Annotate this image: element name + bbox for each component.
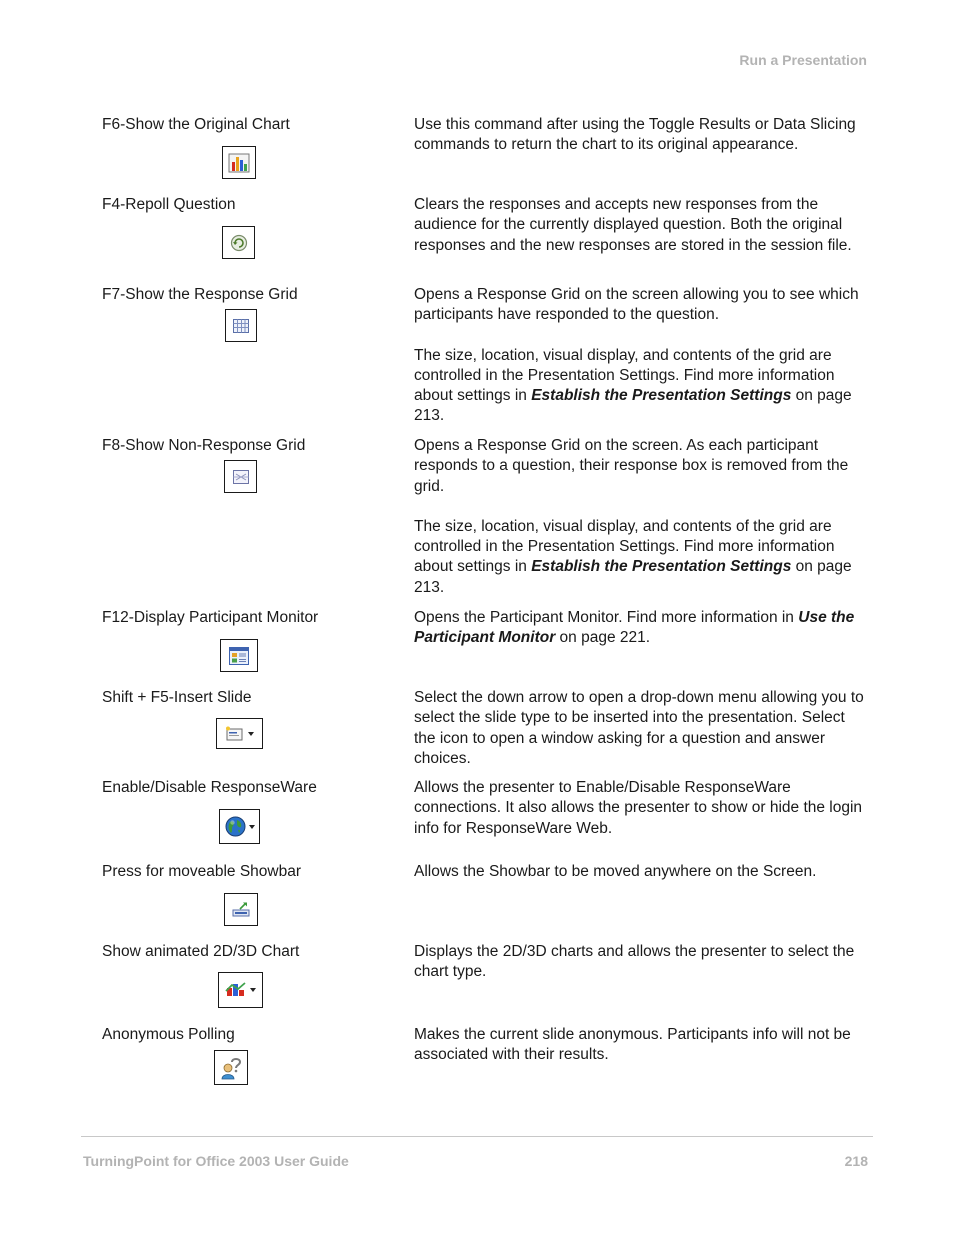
- response-grid-icon: [233, 319, 249, 333]
- chevron-down-icon[interactable]: [250, 988, 256, 992]
- description-original-chart: [414, 115, 866, 156]
- insert-slide-icon: [225, 726, 245, 742]
- command-label-repoll: F4-Repoll Question: [102, 196, 236, 213]
- command-label-moveable-showbar: Press for moveable Showbar: [102, 863, 302, 880]
- command-label-responseware: Enable/Disable ResponseWare: [102, 779, 317, 796]
- description-paragraph: Allows the Showbar to be moved anywhere on the Screen.: [414, 863, 817, 880]
- text-run: The size, location, visual display, and contents of the grid are controlled in the Presentation Settings. Find more information about settings in: [414, 517, 835, 576]
- description-repoll: [414, 195, 866, 256]
- description-animated-chart: [414, 942, 866, 983]
- command-label-animated-chart: Show animated 2D/3D Chart: [102, 943, 300, 960]
- description-paragraph: Opens a Response Grid on the screen allowing you to see which participants have responded to the question.: [414, 286, 859, 324]
- responseware-button[interactable]: [219, 809, 260, 844]
- insert-slide-button[interactable]: [216, 718, 263, 749]
- cross-reference-link[interactable]: Establish the Presentation Settings: [531, 558, 792, 576]
- command-label-non-response-grid: F8-Show Non-Response Grid: [102, 437, 306, 454]
- description-paragraph: Allows the presenter to Enable/Disable ResponseWare connections. It also allows the presenter to show or hide the login info for ResponseWare Web.: [414, 779, 863, 837]
- non-response-grid-button[interactable]: [224, 460, 257, 493]
- animated-chart-icon: [225, 981, 247, 999]
- participant-monitor-icon: [229, 647, 249, 665]
- command-label-original-chart: F6-Show the Original Chart: [102, 116, 290, 133]
- description-anonymous-polling: [414, 1025, 866, 1066]
- description-paragraph: Opens a Response Grid on the screen. As each participant responds to a question, their response box is removed from the grid.: [414, 437, 849, 495]
- text-run: on page 221.: [555, 629, 651, 647]
- command-label-anonymous-polling: Anonymous Polling: [102, 1026, 235, 1043]
- chevron-down-icon[interactable]: [249, 825, 255, 829]
- running-header: Run a Presentation: [739, 52, 867, 68]
- description-participant-monitor: [414, 608, 866, 649]
- description-paragraph: [414, 608, 866, 649]
- description-paragraph: Select the down arrow to open a drop-down menu allowing you to select the slide type to be inserted into the presentation. Select the icon to open a window asking for a question and answer choices.: [414, 689, 864, 767]
- description-paragraph: Clears the responses and accepts new responses from the audience for the currently displayed question. Both the original responses and the new responses are stored in the session file.: [414, 196, 852, 254]
- description-paragraph: Makes the current slide anonymous. Participants info will not be associated with their results.: [414, 1026, 851, 1064]
- response-grid-button[interactable]: [225, 309, 257, 342]
- animated-chart-button[interactable]: [218, 972, 263, 1008]
- description-responseware: [414, 778, 866, 839]
- footer-title: TurningPoint for Office 2003 User Guide: [83, 1153, 349, 1169]
- original-chart-icon: [228, 153, 250, 173]
- text-run: The size, location, visual display, and contents of the grid are controlled in the Presentation Settings. Find more information about settings in: [414, 346, 835, 405]
- description-non-response-grid: [414, 436, 866, 598]
- participant-monitor-button[interactable]: [220, 639, 258, 672]
- description-response-grid: [414, 285, 866, 427]
- description-paragraph: Displays the 2D/3D charts and allows the presenter to select the chart type.: [414, 943, 855, 981]
- globe-icon: [225, 816, 246, 837]
- cross-reference-link[interactable]: Establish the Presentation Settings: [531, 387, 792, 405]
- non-response-grid-icon: [233, 470, 249, 484]
- description-insert-slide: [414, 688, 866, 769]
- description-paragraph: [414, 346, 866, 427]
- anonymous-polling-icon: [220, 1056, 242, 1080]
- cross-reference-link[interactable]: Use the Participant Monitor: [414, 609, 855, 647]
- text-run: Opens the Participant Monitor. Find more information in: [414, 609, 799, 626]
- command-label-participant-monitor: F12-Display Participant Monitor: [102, 609, 319, 626]
- description-paragraph: [414, 517, 866, 598]
- text-run: on page 213.: [414, 387, 852, 425]
- repoll-button[interactable]: [222, 226, 255, 259]
- footer-divider: [81, 1136, 873, 1137]
- repoll-icon: [230, 234, 248, 252]
- anonymous-polling-button[interactable]: [214, 1050, 248, 1085]
- chevron-down-icon[interactable]: [248, 732, 254, 736]
- command-label-response-grid: F7-Show the Response Grid: [102, 286, 298, 303]
- page-number: 218: [844, 1153, 868, 1169]
- command-label-insert-slide: Shift + F5-Insert Slide: [102, 689, 252, 706]
- description-paragraph: Use this command after using the Toggle Results or Data Slicing commands to return the chart to its original appearance.: [414, 116, 856, 154]
- moveable-showbar-icon: [231, 901, 251, 919]
- original-chart-button[interactable]: [222, 146, 256, 179]
- moveable-showbar-button[interactable]: [224, 893, 258, 926]
- text-run: on page 213.: [414, 558, 852, 596]
- description-moveable-showbar: [414, 862, 866, 882]
